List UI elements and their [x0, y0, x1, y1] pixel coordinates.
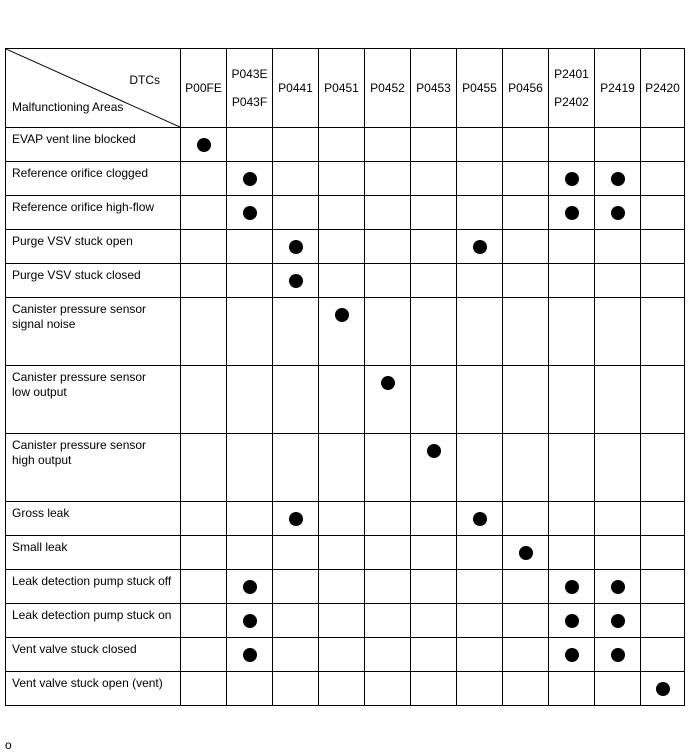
dtc-code-label: P043F — [231, 95, 268, 109]
matrix-cell — [365, 536, 411, 570]
matrix-cell — [273, 128, 319, 162]
matrix-cell — [365, 230, 411, 264]
malfunction-area-label: Canister pressure sensor — [12, 370, 147, 384]
matrix-cell — [227, 502, 273, 536]
matrix-cell — [273, 162, 319, 196]
applicable-dot-icon — [565, 648, 579, 662]
matrix-cell — [319, 230, 365, 264]
matrix-cell — [411, 434, 457, 502]
applicable-dot-icon — [289, 274, 303, 288]
dtc-column-header — [457, 49, 503, 128]
matrix-cell — [457, 162, 503, 196]
table-row — [6, 502, 685, 536]
malfunction-area-label: signal noise — [12, 316, 76, 331]
matrix-cell — [595, 570, 641, 604]
malfunction-area-label: Gross leak — [12, 506, 70, 520]
matrix-cell — [273, 604, 319, 638]
matrix-cell — [273, 570, 319, 604]
applicable-dot-icon — [197, 138, 211, 152]
table-row — [6, 264, 685, 298]
matrix-cell — [503, 570, 549, 604]
applicable-dot-icon — [473, 240, 487, 254]
matrix-cell — [411, 604, 457, 638]
matrix-cell — [457, 502, 503, 536]
matrix-cell — [227, 366, 273, 434]
table-row — [6, 604, 685, 638]
matrix-cell — [641, 570, 685, 604]
dtc-column-header — [411, 49, 457, 128]
matrix-cell — [273, 434, 319, 502]
matrix-cell — [319, 366, 365, 434]
matrix-cell — [641, 128, 685, 162]
matrix-cell — [457, 672, 503, 706]
dtc-code-label: P2420 — [645, 81, 680, 95]
malfunction-area-label: EVAP vent line blocked — [12, 132, 136, 146]
dtc-column-header — [503, 49, 549, 128]
matrix-cell — [365, 264, 411, 298]
matrix-cell — [641, 366, 685, 434]
table-row — [6, 298, 685, 366]
malfunction-area-cell — [6, 366, 181, 434]
malfunction-area-cell — [6, 162, 181, 196]
table-row — [6, 672, 685, 706]
malfunction-area-label: Leak detection pump stuck off — [12, 574, 172, 588]
matrix-cell — [411, 502, 457, 536]
malfunction-area-label: high output — [12, 452, 72, 467]
matrix-cell — [411, 128, 457, 162]
matrix-cell — [549, 162, 595, 196]
dtc-code-label: P0452 — [370, 81, 405, 95]
matrix-cell — [411, 298, 457, 366]
corner-diagonal-line — [6, 49, 180, 127]
dtc-code-label: P0451 — [324, 81, 359, 95]
applicable-dot-icon — [519, 546, 533, 560]
malfunction-area-cell — [6, 230, 181, 264]
matrix-cell — [595, 298, 641, 366]
matrix-cell — [365, 570, 411, 604]
matrix-cell — [181, 434, 227, 502]
matrix-cell — [365, 196, 411, 230]
dtc-code-label: P2401 — [554, 67, 589, 81]
matrix-cell — [503, 638, 549, 672]
matrix-cell — [227, 434, 273, 502]
matrix-cell — [319, 162, 365, 196]
table-row — [6, 196, 685, 230]
dtcs-label: DTCs — [129, 73, 160, 87]
matrix-cell — [181, 264, 227, 298]
matrix-cell — [503, 196, 549, 230]
table-row — [6, 230, 685, 264]
matrix-cell — [181, 604, 227, 638]
matrix-cell — [227, 196, 273, 230]
matrix-cell — [595, 502, 641, 536]
matrix-cell — [181, 672, 227, 706]
matrix-cell — [181, 536, 227, 570]
table-row — [6, 536, 685, 570]
matrix-cell — [641, 434, 685, 502]
malfunction-area-cell — [6, 502, 181, 536]
malfunction-area-label: Purge VSV stuck open — [12, 234, 133, 248]
applicable-dot-icon — [243, 614, 257, 628]
header-row — [6, 49, 685, 128]
matrix-cell — [365, 128, 411, 162]
dtc-matrix-table — [5, 48, 685, 706]
malfunction-area-label: Vent valve stuck open (vent) — [12, 676, 163, 690]
dtc-column-header — [549, 49, 595, 128]
matrix-cell — [549, 502, 595, 536]
matrix-cell — [181, 162, 227, 196]
matrix-cell — [457, 196, 503, 230]
malfunction-area-label: Vent valve stuck closed — [12, 642, 137, 656]
applicable-dot-icon — [611, 614, 625, 628]
matrix-cell — [319, 264, 365, 298]
dtc-column-header — [181, 49, 227, 128]
applicable-dot-icon — [243, 206, 257, 220]
matrix-cell — [549, 196, 595, 230]
matrix-cell — [503, 604, 549, 638]
matrix-cell — [227, 536, 273, 570]
matrix-cell — [457, 264, 503, 298]
malfunction-area-cell — [6, 672, 181, 706]
matrix-cell — [181, 366, 227, 434]
applicable-dot-icon — [611, 206, 625, 220]
matrix-cell — [365, 672, 411, 706]
dtc-code-label: P0456 — [508, 81, 543, 95]
malfunction-area-label: Leak detection pump stuck on — [12, 608, 172, 622]
applicable-dot-icon — [565, 614, 579, 628]
matrix-cell — [227, 570, 273, 604]
matrix-cell — [181, 570, 227, 604]
matrix-cell — [503, 264, 549, 298]
matrix-cell — [549, 604, 595, 638]
matrix-cell — [273, 638, 319, 672]
matrix-cell — [549, 638, 595, 672]
matrix-cell — [549, 366, 595, 434]
dtc-column-header — [641, 49, 685, 128]
matrix-cell — [549, 434, 595, 502]
matrix-cell — [227, 128, 273, 162]
matrix-cell — [181, 638, 227, 672]
matrix-cell — [273, 230, 319, 264]
matrix-cell — [411, 672, 457, 706]
matrix-cell — [549, 672, 595, 706]
matrix-cell — [227, 162, 273, 196]
dtc-code-label: P0453 — [416, 81, 451, 95]
matrix-cell — [641, 536, 685, 570]
matrix-cell — [595, 434, 641, 502]
applicable-dot-icon — [611, 580, 625, 594]
matrix-cell — [457, 536, 503, 570]
matrix-cell — [503, 502, 549, 536]
applicable-dot-icon — [381, 376, 395, 390]
matrix-cell — [503, 128, 549, 162]
matrix-cell — [227, 264, 273, 298]
matrix-cell — [319, 672, 365, 706]
matrix-cell — [319, 128, 365, 162]
matrix-cell — [273, 298, 319, 366]
malfunction-area-label: Purge VSV stuck closed — [12, 268, 141, 282]
matrix-cell — [503, 230, 549, 264]
applicable-dot-icon — [243, 580, 257, 594]
matrix-cell — [549, 536, 595, 570]
dtc-code-label: P0455 — [462, 81, 497, 95]
malfunction-area-cell — [6, 604, 181, 638]
applicable-dot-icon — [427, 444, 441, 458]
dtc-code-label: P2419 — [600, 81, 635, 95]
matrix-cell — [273, 366, 319, 434]
matrix-cell — [181, 128, 227, 162]
matrix-cell — [503, 366, 549, 434]
dtc-column-header — [273, 49, 319, 128]
malfunction-area-label: Small leak — [12, 540, 68, 554]
matrix-cell — [549, 128, 595, 162]
corner-header-cell — [6, 49, 181, 128]
matrix-cell — [595, 672, 641, 706]
matrix-cell — [641, 672, 685, 706]
matrix-cell — [457, 638, 503, 672]
malfunction-area-label: Reference orifice high-flow — [12, 200, 155, 214]
matrix-cell — [503, 672, 549, 706]
matrix-cell — [319, 638, 365, 672]
applicable-dot-icon — [243, 172, 257, 186]
matrix-cell — [181, 502, 227, 536]
matrix-cell — [411, 230, 457, 264]
applicable-dot-icon — [243, 648, 257, 662]
matrix-cell — [227, 638, 273, 672]
matrix-cell — [457, 434, 503, 502]
matrix-cell — [227, 672, 273, 706]
matrix-cell — [641, 502, 685, 536]
matrix-cell — [641, 604, 685, 638]
matrix-cell — [595, 536, 641, 570]
matrix-cell — [319, 434, 365, 502]
matrix-cell — [641, 264, 685, 298]
matrix-cell — [595, 604, 641, 638]
matrix-cell — [595, 128, 641, 162]
matrix-cell — [411, 264, 457, 298]
applicable-dot-icon — [289, 512, 303, 526]
matrix-cell — [457, 128, 503, 162]
matrix-cell — [319, 502, 365, 536]
matrix-cell — [411, 536, 457, 570]
matrix-cell — [227, 298, 273, 366]
matrix-cell — [641, 638, 685, 672]
matrix-cell — [365, 434, 411, 502]
matrix-cell — [365, 366, 411, 434]
matrix-cell — [273, 502, 319, 536]
matrix-cell — [365, 604, 411, 638]
matrix-cell — [641, 298, 685, 366]
dtc-column-header — [227, 49, 273, 128]
matrix-cell — [457, 604, 503, 638]
table-row — [6, 366, 685, 434]
matrix-cell — [595, 366, 641, 434]
matrix-cell — [549, 230, 595, 264]
malfunction-area-cell — [6, 638, 181, 672]
matrix-cell — [457, 570, 503, 604]
matrix-cell — [365, 502, 411, 536]
applicable-dot-icon — [565, 580, 579, 594]
matrix-cell — [181, 196, 227, 230]
matrix-cell — [457, 366, 503, 434]
matrix-cell — [181, 298, 227, 366]
dtc-code-label: P00FE — [185, 81, 222, 95]
matrix-cell — [595, 264, 641, 298]
matrix-cell — [641, 230, 685, 264]
matrix-cell — [549, 264, 595, 298]
matrix-cell — [273, 536, 319, 570]
malfunction-area-cell — [6, 298, 181, 366]
matrix-cell — [365, 638, 411, 672]
matrix-cell — [503, 162, 549, 196]
malfunction-area-cell — [6, 570, 181, 604]
matrix-cell — [641, 162, 685, 196]
matrix-cell — [595, 230, 641, 264]
table-row — [6, 570, 685, 604]
matrix-cell — [365, 298, 411, 366]
matrix-cell — [411, 162, 457, 196]
malfunction-area-label: low output — [12, 384, 67, 399]
matrix-cell — [503, 434, 549, 502]
matrix-cell — [319, 196, 365, 230]
matrix-cell — [227, 604, 273, 638]
matrix-cell — [227, 230, 273, 264]
matrix-cell — [181, 230, 227, 264]
footnote-mark: o — [5, 738, 12, 752]
malfunction-area-cell — [6, 264, 181, 298]
matrix-cell — [319, 298, 365, 366]
dtc-column-header — [365, 49, 411, 128]
matrix-cell — [549, 570, 595, 604]
matrix-cell — [411, 570, 457, 604]
applicable-dot-icon — [656, 682, 670, 696]
dtc-column-header — [595, 49, 641, 128]
dtc-code-label: P2402 — [554, 95, 589, 109]
applicable-dot-icon — [335, 308, 349, 322]
table-row — [6, 162, 685, 196]
matrix-cell — [595, 162, 641, 196]
matrix-cell — [457, 230, 503, 264]
malfunction-area-cell — [6, 196, 181, 230]
malfunction-area-label: Reference orifice clogged — [12, 166, 149, 180]
applicable-dot-icon — [611, 172, 625, 186]
matrix-cell — [411, 196, 457, 230]
malfunction-area-label: Canister pressure sensor — [12, 438, 147, 452]
malfunction-area-label: Canister pressure sensor — [12, 302, 147, 316]
dtc-column-header — [319, 49, 365, 128]
malfunction-area-cell — [6, 434, 181, 502]
matrix-cell — [595, 638, 641, 672]
dtc-code-label: P043E — [231, 67, 268, 81]
table-row — [6, 128, 685, 162]
matrix-cell — [319, 570, 365, 604]
matrix-cell — [319, 536, 365, 570]
matrix-cell — [411, 638, 457, 672]
applicable-dot-icon — [289, 240, 303, 254]
matrix-cell — [319, 604, 365, 638]
table-row — [6, 434, 685, 502]
matrix-cell — [273, 672, 319, 706]
matrix-cell — [273, 196, 319, 230]
malfunction-area-cell — [6, 128, 181, 162]
matrix-cell — [273, 264, 319, 298]
matrix-cell — [641, 196, 685, 230]
malfunctioning-areas-label: Malfunctioning Areas — [12, 100, 124, 114]
applicable-dot-icon — [611, 648, 625, 662]
matrix-cell — [457, 298, 503, 366]
applicable-dot-icon — [565, 172, 579, 186]
applicable-dot-icon — [473, 512, 487, 526]
matrix-cell — [365, 162, 411, 196]
applicable-dot-icon — [565, 206, 579, 220]
dtc-code-label: P0441 — [278, 81, 313, 95]
matrix-cell — [503, 298, 549, 366]
matrix-cell — [503, 536, 549, 570]
matrix-cell — [549, 298, 595, 366]
matrix-cell — [595, 196, 641, 230]
matrix-cell — [411, 366, 457, 434]
malfunction-area-cell — [6, 536, 181, 570]
table-row — [6, 638, 685, 672]
